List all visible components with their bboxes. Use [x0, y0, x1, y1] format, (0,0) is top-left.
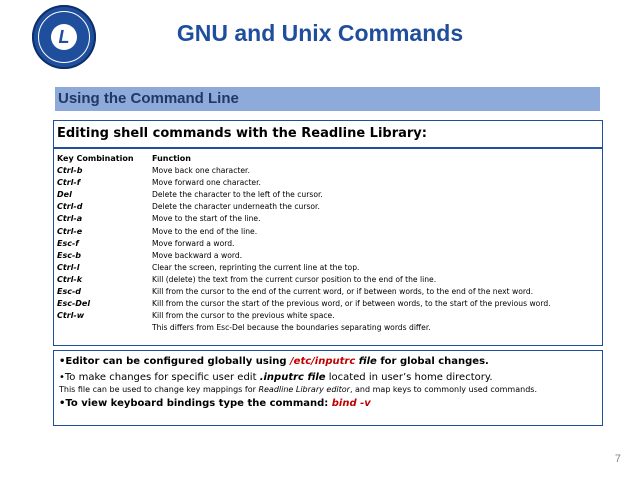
- page-number: 7: [614, 453, 621, 465]
- key-cell: [56, 322, 152, 334]
- function-cell: Delete the character to the left of the cursor.: [152, 190, 323, 200]
- bind-command: bind -v: [331, 398, 371, 409]
- user-inputrc: .inputrc file: [259, 372, 326, 383]
- readline-heading-box: [53, 120, 603, 148]
- key-cell: Ctrl-f: [57, 178, 81, 188]
- function-cell: Move forward one character.: [152, 178, 261, 188]
- key-cell: Esc-f: [57, 238, 79, 248]
- table-row: [56, 201, 602, 213]
- note-text: located in user’s home directory.: [325, 372, 493, 383]
- note-view-bindings: [59, 398, 602, 414]
- function-cell: Move backward a word.: [152, 250, 243, 260]
- function-cell: Kill from the cursor the start of the previous word, or if between words, to the start of the previous word.: [152, 299, 551, 309]
- table-header: [56, 153, 602, 165]
- function-cell: Move forward a word.: [152, 238, 235, 248]
- key-cell: Ctrl-k: [57, 274, 83, 284]
- note-key-mapping: [59, 385, 602, 398]
- function-cell: Move back one character.: [152, 166, 250, 176]
- function-cell: Delete the character underneath the cursor.: [152, 202, 320, 212]
- function-cell: This differs from Esc-Del because the boundaries separating words differ.: [152, 323, 431, 333]
- table-row: [56, 238, 602, 250]
- key-cell: Ctrl-l: [57, 262, 80, 272]
- key-cell: Ctrl-w: [57, 311, 85, 321]
- table-row: [56, 189, 602, 201]
- note-text: •Editor can be configured globally using: [59, 356, 291, 367]
- function-cell: Clear the screen, reprinting the current line at the top.: [152, 262, 360, 272]
- slide-title: GNU and Unix Commands: [176, 20, 464, 46]
- note-text: •To view keyboard bindings type the command:: [59, 398, 332, 409]
- key-table: [53, 148, 603, 346]
- table-row: [56, 177, 602, 189]
- column-header-key: Key Combination: [57, 154, 134, 163]
- column-header-function: Function: [152, 154, 191, 163]
- institute-logo: [32, 5, 96, 69]
- key-cell: Ctrl-e: [57, 226, 83, 236]
- note-global-config: [59, 356, 602, 372]
- key-cell: Ctrl-b: [57, 166, 83, 176]
- note-text: for global changes.: [376, 356, 489, 367]
- readline-heading: Editing shell commands with the Readline Library:: [57, 126, 427, 141]
- logo-letter: L: [51, 24, 77, 50]
- table-row: [56, 322, 602, 334]
- readline-editor-ref: Readline Library editor: [258, 385, 350, 394]
- table-row: [56, 213, 602, 225]
- table-row: [56, 165, 602, 177]
- note-text: file: [355, 356, 377, 367]
- table-row: [56, 226, 602, 238]
- notes-box: [53, 350, 603, 426]
- function-cell: Move to the start of the line.: [152, 214, 261, 224]
- function-cell: Kill from the cursor to the end of the current word, or if between words, to the end of the next word.: [152, 287, 534, 297]
- key-cell: Del: [57, 190, 72, 200]
- table-row: [56, 310, 602, 322]
- section-header: Using the Command Line: [55, 87, 600, 111]
- note-user-config: [59, 372, 602, 385]
- function-cell: Kill (delete) the text from the current cursor position to the end of the line.: [152, 274, 437, 284]
- function-cell: Move to the end of the line.: [152, 226, 258, 236]
- key-cell: Ctrl-d: [57, 202, 83, 212]
- key-cell: Esc-Del: [57, 299, 91, 309]
- table-row: [56, 274, 602, 286]
- key-cell: Esc-d: [57, 287, 82, 297]
- key-cell: Ctrl-a: [57, 214, 83, 224]
- note-text: This file can be used to change key mappings for: [59, 385, 259, 394]
- table-row: [56, 262, 602, 274]
- note-text: •To make changes for specific user edit: [59, 372, 260, 383]
- table-row: [56, 250, 602, 262]
- key-cell: Esc-b: [57, 250, 82, 260]
- inputrc-path: /etc/inputrc: [290, 356, 356, 367]
- note-text: , and map keys to commonly used commands.: [349, 385, 537, 394]
- function-cell: Kill from the cursor to the previous white space.: [152, 311, 335, 321]
- table-row: [56, 286, 602, 298]
- table-row: [56, 298, 602, 310]
